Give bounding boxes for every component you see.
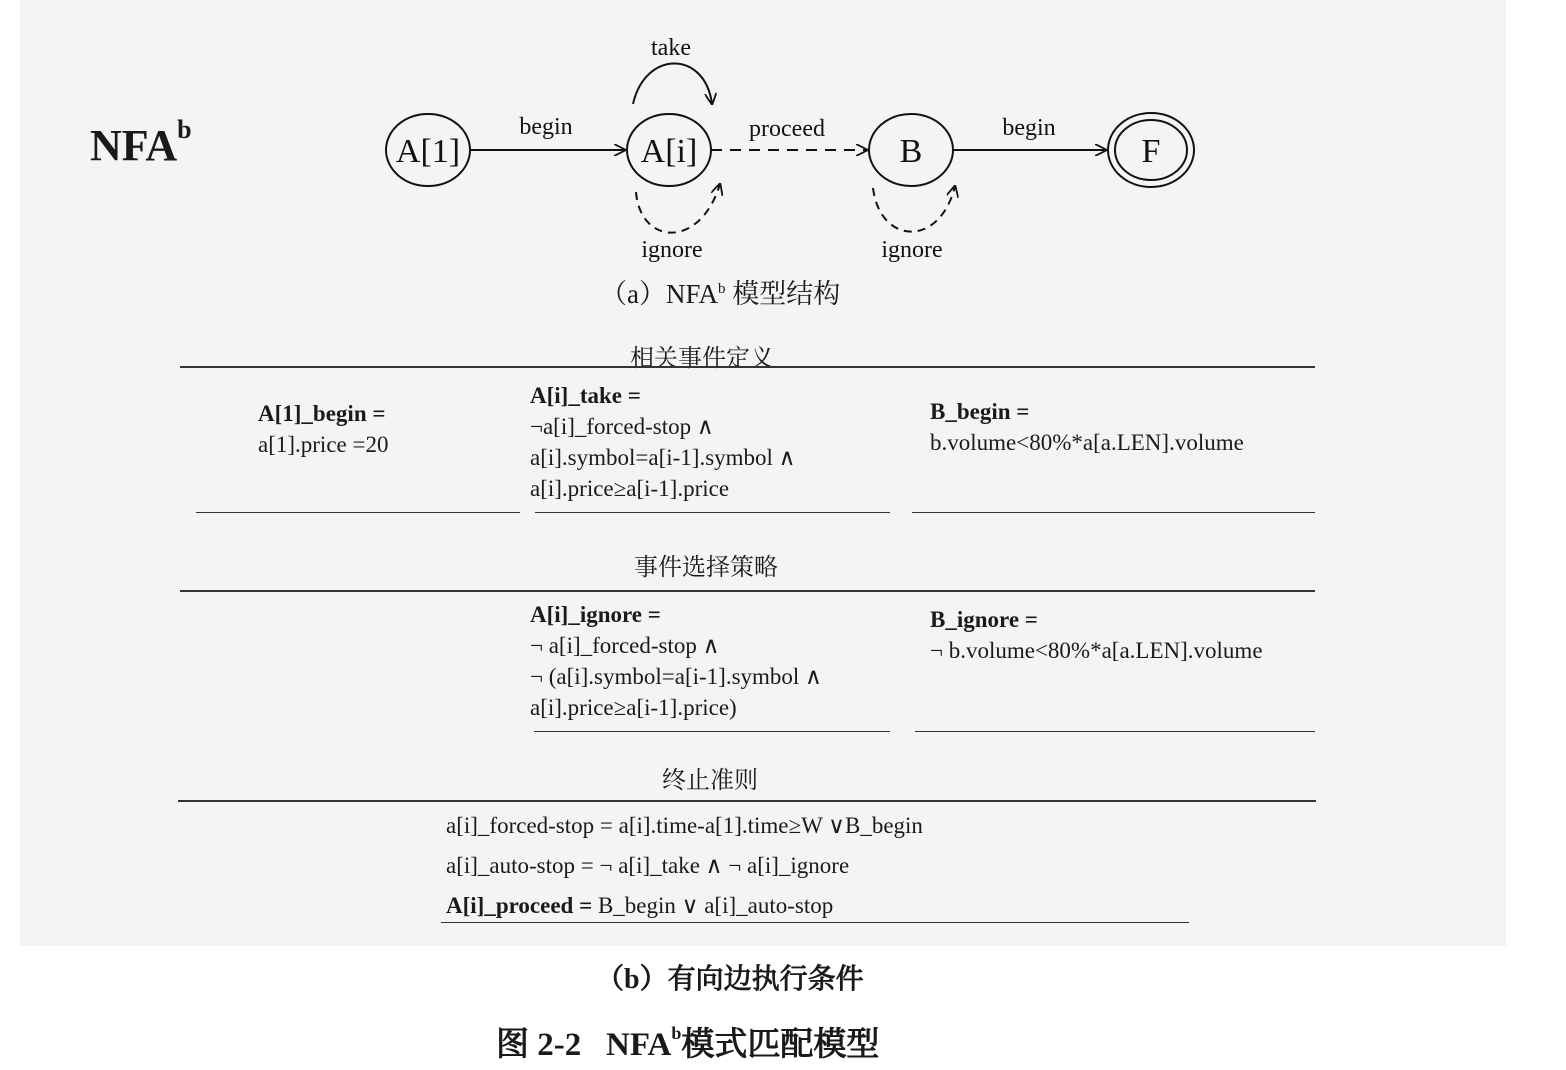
edge-label-begin-1: begin: [519, 114, 573, 140]
column-rule-1a: [196, 512, 520, 513]
termination-line-proceed: [446, 886, 923, 926]
def-ai-ignore-line-2: ¬ (a[i].symbol=a[i-1].symbol ∧: [530, 664, 822, 689]
edge-label-ignore-b: ignore: [881, 237, 943, 263]
edge-label-ignore-ai: ignore: [641, 237, 703, 263]
caption-a-superscript: b: [718, 281, 726, 297]
figure-caption-suffix: 模式匹配模型: [681, 1027, 880, 1063]
def-ai-take-line-2: a[i].symbol=a[i-1].symbol ∧: [530, 445, 796, 470]
termination-criteria: [446, 806, 923, 926]
state-node-a1: [386, 114, 470, 186]
state-label-ai: A[i]: [640, 133, 698, 170]
nfa-title-main: NFA: [90, 121, 178, 170]
termination-proceed-name: A[i]_proceed =: [446, 893, 593, 918]
section-rule-top-1: [180, 366, 1315, 368]
edge-label-begin-2: begin: [1002, 115, 1056, 141]
def-b-ignore: [930, 604, 1263, 666]
def-ai-ignore-line-1: ¬ a[i]_forced-stop ∧: [530, 633, 720, 658]
section-rule-top-2: [180, 590, 1315, 592]
nfa-title-superscript: b: [177, 115, 192, 145]
figure-caption-prefix: 图 2-2 NFA: [496, 1027, 672, 1063]
def-ai-ignore-line-3: a[i].price≥a[i-1].price): [530, 695, 737, 720]
edge-label-take: take: [651, 35, 691, 61]
caption-a: [600, 272, 840, 311]
def-b-begin: [930, 396, 1244, 458]
section-rule-top-3: [178, 800, 1316, 802]
def-a1-begin-name: A[1]_begin =: [258, 401, 386, 426]
def-a1-begin: [258, 398, 388, 460]
state-node-f-accepting: [1108, 113, 1194, 187]
state-label-f: F: [1141, 133, 1161, 170]
def-b-begin-line: b.volume<80%*a[a.LEN].volume: [930, 430, 1244, 455]
def-b-begin-name: B_begin =: [930, 399, 1030, 424]
caption-a-suffix: 模型结构: [725, 279, 841, 309]
section-heading-relevant-events: 相关事件定义: [630, 346, 774, 372]
figure-caption-superscript: b: [671, 1023, 682, 1043]
edge-ai-ignore-loop: [636, 184, 720, 233]
state-node-ai: [627, 114, 711, 186]
edge-ai-take-loop: [633, 64, 712, 105]
def-ai-ignore-name: A[i]_ignore =: [530, 602, 661, 627]
def-ai-take-line-1: ¬a[i]_forced-stop ∧: [530, 414, 714, 439]
def-b-ignore-name: B_ignore =: [930, 607, 1038, 632]
termination-line-auto-stop: a[i]_auto-stop = ¬ a[i]_take ∧ ¬ a[i]_ignore: [446, 853, 850, 878]
def-b-ignore-line: ¬ b.volume<80%*a[a.LEN].volume: [930, 638, 1263, 663]
def-ai-take: [530, 380, 796, 504]
caption-b: （b）有向边执行条件: [596, 964, 864, 995]
section-heading-termination: 终止准则: [662, 768, 758, 794]
def-a1-begin-line: a[1].price =20: [258, 432, 389, 457]
state-node-b: [869, 114, 953, 186]
section-heading-selection-strategy: 事件选择策略: [634, 555, 778, 581]
state-label-b: B: [899, 133, 923, 170]
state-label-a1: A[1]: [395, 133, 461, 170]
def-ai-take-name: A[i]_take =: [530, 383, 641, 408]
figure-caption: [496, 1018, 879, 1065]
def-ai-ignore: [530, 599, 822, 723]
column-rule-2a: [534, 731, 890, 732]
termination-proceed-rest: B_begin ∨ a[i]_auto-stop: [592, 893, 834, 918]
caption-a-prefix: （a）NFA: [600, 279, 718, 309]
section-rule-bottom-3: [441, 922, 1189, 923]
termination-line-forced-stop: a[i]_forced-stop = a[i].time-a[1].time≥W ∨B_begin: [446, 813, 923, 838]
def-ai-take-line-3: a[i].price≥a[i-1].price: [530, 476, 730, 501]
edge-label-proceed: proceed: [749, 116, 825, 142]
column-rule-2b: [915, 731, 1315, 732]
column-rule-1b: [535, 512, 890, 513]
column-rule-1c: [912, 512, 1315, 513]
edge-b-ignore-loop: [873, 186, 955, 232]
